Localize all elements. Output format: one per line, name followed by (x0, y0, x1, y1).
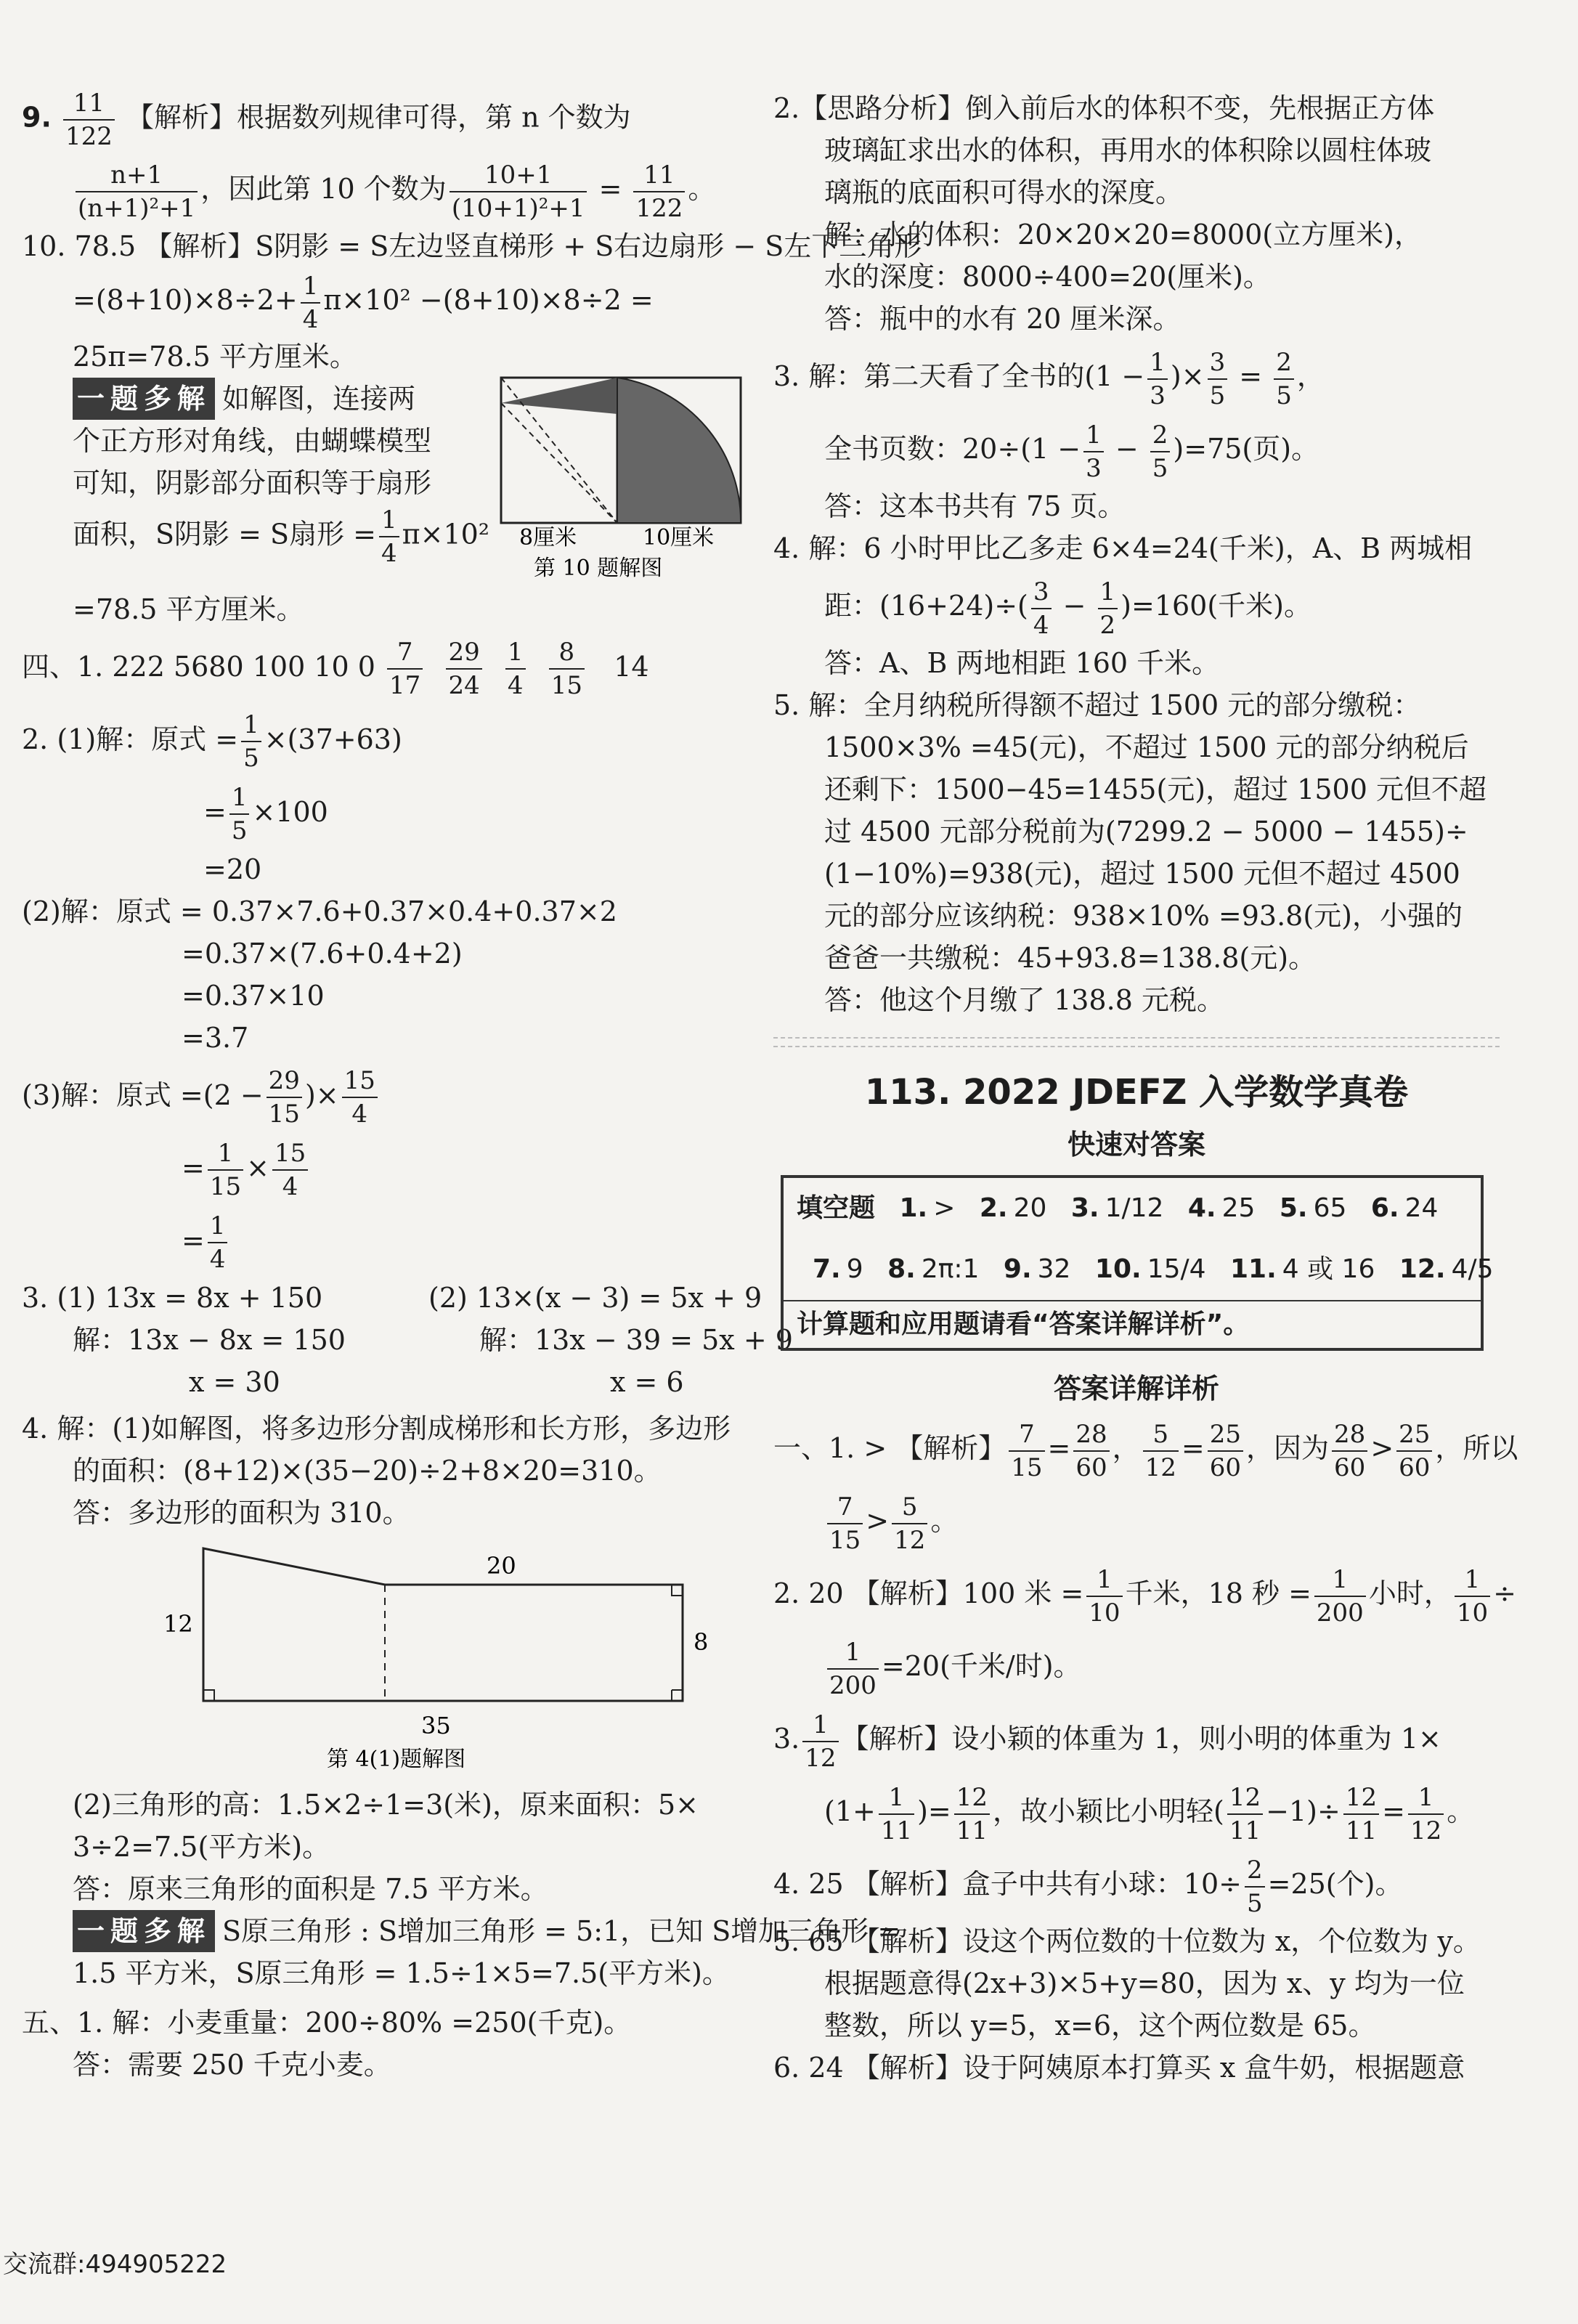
fraction: $\frac{5}{12}$ (1143, 1418, 1179, 1484)
r-q4-3: 答：A、B 两地相距 160 千米。 (824, 647, 1220, 679)
r-q3-1: 3. 解：第二天看了全书的(1 − $\frac{1}{3}$ )× $\frac{3}{5}$ = $\frac{2}{5}$ ， (773, 347, 1325, 410)
yiti-badge: 一题多解 (73, 1910, 215, 1952)
q2-1d: =20 (203, 853, 262, 885)
fig4-caption: 第 4(1)题解图 (327, 1746, 466, 1772)
fraction: $\frac{1}{4}$ (379, 504, 399, 569)
fraction: $\frac{1}{10}$ (1086, 1564, 1122, 1629)
s4-q1: 四、1. 222 5680 100 10 0 $\frac{7}{17}$ $\frac{29}{24}$ $\frac{1}{4}$ $\frac{8}{15}$ 14 (22, 638, 649, 700)
fraction: $\frac{11}{122}$ (63, 87, 115, 153)
fraction: $\frac{1}{4}$ (208, 1210, 228, 1275)
r-q5-8: 答：他这个月缴了 138.8 元税。 (824, 984, 1224, 1016)
q10-line3: 25π=78.5 平方厘米。 (73, 340, 357, 373)
fraction: $\frac{10+1}{\text{(10+1)²+1}}$ (450, 159, 587, 224)
q9-line2: $\frac{n+1}{\text{(n+1)²+1}}$ ，因此第 10 个数为 $\frac{10+1}{\text{(10+1)²+1}}$ = $\frac{11}{122}$ 。 (22, 153, 752, 225)
r-q2-2: 玻璃缸求出水的体积，再用水的体积除以圆柱体玻 (824, 134, 1432, 166)
fraction: $\frac{12}{11}$ (1227, 1781, 1263, 1847)
s5-2: 答：需要 250 千克小麦。 (73, 2048, 391, 2081)
fraction: $\frac{1}{5}$ (241, 709, 261, 774)
fraction: $\frac{1}{200}$ (827, 1636, 879, 1702)
q4-alt1: 一题多解 S原三角形 : S增加三角形 = 5:1，已知 S增加三角形 = (22, 1910, 752, 1952)
r-q3-2: 全书页数：20÷(1 − $\frac{1}{3}$ − $\frac{2}{5}$ )=75(页)。 (824, 420, 1319, 483)
fraction: $\frac{1}{10}$ (1455, 1564, 1490, 1629)
q10-line2: =(8+10)×8÷2+ $\frac{1}{4}$ π×10² −(8+10)×8÷2 = (73, 271, 654, 334)
q2-3b: = $\frac{1}{15}$ × $\frac{15}{4}$ (22, 1131, 752, 1204)
fraction: $\frac{3}{4}$ (1031, 576, 1052, 641)
q4-alt2: 1.5 平方米，S原三角形 = 1.5÷1×5=7.5(平方米)。 (73, 1957, 730, 1989)
fraction: $\frac{1}{3}$ (1083, 419, 1104, 484)
fraction: $\frac{8}{15}$ (549, 636, 585, 702)
r-a5-1: 5. 65 【解析】设这个两位数的十位数为 x，个位数为 y。 (773, 1925, 1481, 1957)
answer-row-1: 填空题 1. > 2. 20 3. 1/12 4. 25 5. 65 6. 24 (797, 1193, 1439, 1223)
q2-3a: (3)解：原式 =(2 − $\frac{29}{15}$ )× $\frac{15}{4}$ (22, 1059, 752, 1131)
q2-2b: =0.37×(7.6+0.4+2) (182, 937, 463, 970)
section-title: 113. 2022 JDEFZ 入学数学真卷 (864, 1072, 1409, 1113)
q3-block: 3. (1) 13x = 8x + 150 解：13x − 8x = 150 x = 30 (2) 13×(x − 3) = 5x + 9 解：13x − 39 = 5x + 9 x = 6 (22, 1281, 793, 1398)
quick-answer-title: 快速对答案 (1067, 1129, 1205, 1161)
q10-alt5: =78.5 平方厘米。 (73, 593, 304, 625)
fraction: $\frac{12}{11}$ (954, 1781, 990, 1847)
fig4-label-12: 12 (163, 1609, 193, 1638)
fraction: $\frac{15}{4}$ (272, 1137, 308, 1203)
q4-l3: 答：多边形的面积为 310。 (73, 1496, 410, 1529)
r-a1-1: 一、1. > 【解析】 $\frac{7}{15}$ = $\frac{28}{60}$ ， $\frac{5}{12}$ = $\frac{25}{60}$ ，因为 $\frac{28}{60}$ > $\frac{25}{60}$ ，所以 (773, 1419, 1518, 1482)
fraction: $\frac{15}{4}$ (342, 1065, 378, 1130)
quick-answer-box (781, 1175, 1494, 1351)
fraction: $\frac{1}{2}$ (1098, 576, 1118, 641)
r-q2-3: 璃瓶的底面积可得水的深度。 (824, 176, 1184, 208)
fig10-caption: 第 10 题解图 (534, 555, 663, 581)
r-a5-2: 根据题意得(2x+3)×5+y=80，因为 x、y 均为一位 (824, 1967, 1465, 1999)
r-q5-6: 元的部分应该纳税：938×10% =93.8(元)，小强的 (824, 900, 1463, 932)
r-q4-2: 距：(16+24)÷( $\frac{3}{4}$ − $\frac{1}{2}$ )=160(千米)。 (824, 577, 1312, 640)
fraction: $\frac{11}{122}$ (633, 159, 685, 224)
fraction: $\frac{1}{4}$ (301, 270, 321, 336)
fig4-label-20: 20 (487, 1551, 516, 1580)
r-q2-5: 水的深度：8000÷400=20(厘米)。 (824, 261, 1271, 293)
yiti-badge: 一题多解 (73, 378, 215, 420)
fraction: $\frac{1}{12}$ (802, 1709, 838, 1774)
r-q5-5: (1−10%)=938(元)，超过 1500 元但不超过 4500 (824, 858, 1460, 890)
fraction: $\frac{2}{5}$ (1245, 1854, 1265, 1919)
r-a4: 4. 25 【解析】盒子中共有小球：10÷ $\frac{2}{5}$ =25(个)。 (773, 1855, 1403, 1918)
fraction: $\frac{1}{15}$ (208, 1137, 243, 1203)
fraction: $\frac{7}{15}$ (827, 1491, 863, 1556)
fraction: $\frac{1}{4}$ (505, 636, 526, 702)
fig4-label-35: 35 (421, 1711, 451, 1739)
fig4-label-8: 8 (694, 1628, 709, 1656)
footer-group-info: 交流群:494905222 (3, 2250, 227, 2279)
r-q5-3: 还剩下：1500−45=1455(元)，超过 1500 元但不超 (824, 773, 1487, 805)
fraction: $\frac{n+1}{\text{(n+1)²+1}}$ (76, 159, 198, 224)
fraction: $\frac{1}{5}$ (229, 781, 250, 847)
r-q5-2: 1500×3% =45(元)，不超过 1500 元的部分纳税后 (824, 731, 1469, 763)
fraction: $\frac{28}{60}$ (1332, 1418, 1367, 1484)
q4-l2: 的面积：(8+12)×(35−20)÷2+8×20=310。 (73, 1454, 662, 1487)
detail-title: 答案详解详析 (1053, 1373, 1219, 1405)
r-q4-1: 4. 解：6 小时甲比乙多走 6×4=24(千米)，A、B 两城相 (773, 532, 1473, 564)
q2-2d: =3.7 (182, 1021, 249, 1054)
r-a3-1: 3. $\frac{1}{12}$ 【解析】设小颖的体重为 1，则小明的体重为 1× (773, 1710, 1441, 1773)
fraction: $\frac{1}{11}$ (879, 1781, 914, 1847)
fraction: $\frac{5}{12}$ (892, 1491, 927, 1556)
r-a3-2: (1+ $\frac{1}{11}$ )= $\frac{12}{11}$ ，故小颖比小明轻( $\frac{12}{11}$ −1)÷ $\frac{12}{11}$ = $\frac{1}{12}$ 。 (824, 1782, 1475, 1845)
q2-1a: 2. (1)解：原式 = $\frac{1}{5}$ ×(37+63) (22, 710, 402, 773)
fraction: $\frac{7}{17}$ (387, 636, 423, 702)
fraction: $\frac{1}{12}$ (1408, 1781, 1444, 1847)
fig4-diagram (22, 1534, 748, 1781)
r-q5-4: 过 4500 元部分税前为(7299.2 − 5000 − 1455)÷ (824, 816, 1468, 848)
right-column (773, 87, 1518, 2089)
r-a2-1: 2. 20 【解析】100 米 = $\frac{1}{10}$ 千米，18 秒 = $\frac{1}{200}$ 小时， $\frac{1}{10}$ ÷ (773, 1564, 1516, 1628)
fraction: $\frac{1}{3}$ (1147, 346, 1168, 412)
q2-1c: = $\frac{1}{5}$ ×100 (203, 783, 328, 845)
fig10-diagram (479, 370, 755, 588)
r-a1-2: $\frac{7}{15}$ > $\frac{5}{12}$ 。 (773, 1484, 1500, 1557)
q4-l1: 4. 解：(1)如解图，将多边形分割成梯形和长方形，多边形 (22, 1412, 731, 1445)
fig10-label-8: 8厘米 (519, 524, 577, 550)
fraction: $\frac{29}{24}$ (446, 636, 481, 702)
q2-2a: (2)解：原式 = 0.37×7.6+0.37×0.4+0.37×2 (22, 895, 617, 927)
fig10-label-10: 10厘米 (643, 524, 715, 550)
fraction: $\frac{25}{60}$ (1208, 1418, 1243, 1484)
fraction: $\frac{12}{11}$ (1343, 1781, 1379, 1847)
fraction: $\frac{28}{60}$ (1073, 1418, 1109, 1484)
q4-2a: (2)三角形的高：1.5×2÷1=3(米)，原来面积：5× (73, 1788, 699, 1821)
r-q2-1: 2.【思路分析】倒入前后水的体积不变，先根据正方体 (773, 92, 1435, 124)
fraction: $\frac{29}{15}$ (267, 1065, 302, 1130)
r-q3-3: 答：这本书共有 75 页。 (824, 490, 1126, 522)
r-q2-6: 答：瓶中的水有 20 厘米深。 (824, 303, 1181, 335)
r-a2-2: $\frac{1}{200}$ =20(千米/时)。 (773, 1630, 1500, 1702)
fraction: $\frac{3}{5}$ (1208, 346, 1228, 412)
q2-2c: =0.37×10 (182, 979, 325, 1012)
section-divider (773, 1037, 1500, 1047)
r-a5-3: 整数，所以 y=5，x=6，这个两位数是 65。 (824, 2010, 1376, 2041)
fraction: $\frac{25}{60}$ (1396, 1418, 1432, 1484)
fraction: $\frac{2}{5}$ (1274, 346, 1294, 412)
fraction: $\frac{1}{200}$ (1314, 1564, 1366, 1629)
answer-box-note: 计算题和应用题请看“答案详解详析”。 (784, 1300, 1481, 1348)
q4-2b: 3÷2=7.5(平方米)。 (73, 1830, 330, 1863)
r-q5-1: 5. 解：全月纳税所得额不超过 1500 元的部分缴税： (773, 689, 1421, 721)
q2-3c: = $\frac{1}{4}$ (22, 1204, 752, 1277)
r-q5-7: 爸爸一共缴税：45+93.8=138.8(元)。 (824, 942, 1317, 974)
answer-row-2: 7. 9 8. 2π:1 9. 32 10. 15/4 11. 4 或 16 12. 4/5 (813, 1254, 1494, 1284)
fraction: $\frac{7}{15}$ (1009, 1418, 1044, 1484)
q10-line1: 10. 78.5 【解析】S阴影 = S左边竖直梯形 + S右边扇形 − S左下三角形 (22, 230, 922, 262)
q9-line1: 9. $\frac{11}{122}$ 【解析】根据数列规律可得，第 n 个数为 (22, 89, 631, 151)
r-q2-4: 解：水的体积：20×20×20=8000(立方厘米)， (824, 219, 1422, 251)
r-a6: 6. 24 【解析】设于阿姨原本打算买 x 盒牛奶，根据题意 (773, 2052, 1465, 2084)
q4-2c: 答：原来三角形的面积是 7.5 平方米。 (73, 1872, 548, 1905)
q10-alt-block: 一题多解 如解图，连接两 个正方形对角线，由蝴蝶模型 可知，阴影部分面积等于扇形 面积，S阴影 = S扇形 = $\frac{1}{4}$ π×10² 8厘米 10厘米 第 10 题解图 (22, 378, 752, 588)
fraction: $\frac{2}{5}$ (1150, 419, 1171, 484)
s5-1: 五、1. 解：小麦重量：200÷80% =250(千克)。 (22, 2006, 632, 2039)
